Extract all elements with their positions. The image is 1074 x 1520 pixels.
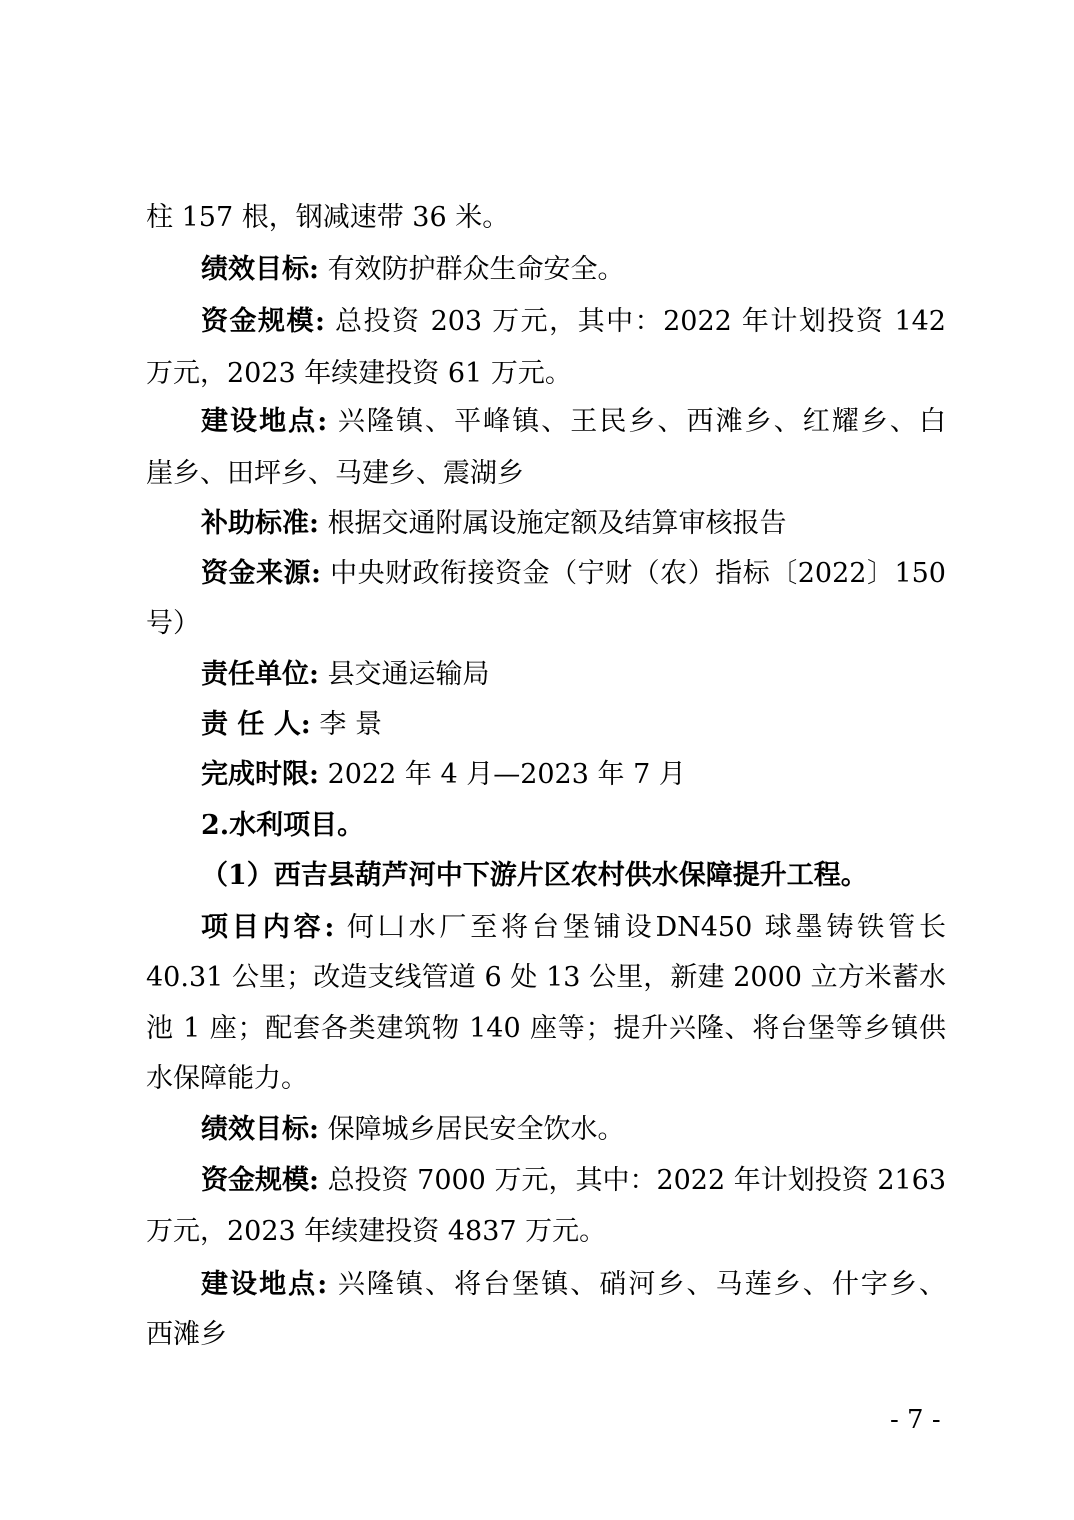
fund-scale-label: 资金规模: [201, 1165, 319, 1196]
responsible-person-label: 责 任 人: [201, 709, 311, 740]
paragraph-line: 柱 157 根，钢减速带 36 米。 [146, 202, 510, 233]
responsible-unit-text: 县交通运输局 [327, 659, 490, 690]
paragraph-line: 万元，2023 年续建投资 61 万元。 [146, 358, 572, 389]
page-number: - 7 - [890, 1405, 941, 1435]
subsidy-standard-label: 补助标准: [201, 508, 319, 539]
paragraph-line: 号） [146, 608, 200, 639]
construction-location-text: 兴隆镇、将台堡镇、硝河乡、马莲乡、什字乡、 [337, 1269, 946, 1300]
fund-scale-text: 总投资 203 万元，其中：2022 年计划投资 142 [335, 306, 946, 337]
fund-scale-label: 资金规模: [201, 306, 325, 337]
performance-target-text: 保障城乡居民安全饮水。 [327, 1114, 625, 1145]
performance-target-paragraph [201, 1112, 946, 1148]
performance-target-paragraph [201, 252, 946, 288]
section-heading: 2.水利项目。 [201, 810, 365, 841]
fund-source-paragraph [201, 556, 946, 592]
project-heading: （1）西吉县葫芦河中下游片区农村供水保障提升工程。 [201, 860, 868, 891]
completion-deadline-text: 2022 年 4 月—2023 年 7 月 [327, 759, 686, 790]
construction-location-label: 建设地点: [201, 1269, 328, 1300]
construction-location-paragraph [201, 1267, 946, 1303]
fund-scale-paragraph [201, 304, 946, 340]
fund-scale-text: 总投资 7000 万元，其中：2022 年计划投资 2163 [327, 1165, 947, 1196]
responsible-person-paragraph [201, 707, 946, 743]
fund-scale-paragraph [201, 1163, 946, 1199]
responsible-person-text: 李 景 [319, 709, 382, 740]
subsidy-standard-paragraph [201, 506, 946, 542]
construction-location-paragraph [201, 404, 946, 440]
performance-target-label: 绩效目标: [201, 254, 319, 285]
construction-location-label: 建设地点: [201, 406, 328, 437]
project-content-label: 项目内容: [201, 912, 335, 943]
paragraph-line: 水保障能力。 [146, 1063, 308, 1094]
performance-target-text: 有效防护群众生命安全。 [327, 254, 625, 285]
paragraph-line: 40.31 公里；改造支线管道 6 处 13 公里，新建 2000 立方米蓄水 [146, 962, 946, 993]
responsible-unit-label: 责任单位: [201, 659, 319, 690]
project-content-text: 何⼐水厂至将台堡铺设DN450 球墨铸铁管长 [346, 912, 946, 943]
paragraph-line: 西滩乡 [146, 1319, 227, 1350]
performance-target-label: 绩效目标: [201, 1114, 319, 1145]
fund-source-text: 中央财政衔接资金（宁财（农）指标〔2022〕150 [330, 558, 946, 589]
subsidy-standard-text: 根据交通附属设施定额及结算审核报告 [327, 508, 787, 539]
paragraph-line: 池 1 座；配套各类建筑物 140 座等；提升兴隆、将台堡等乡镇供 [146, 1013, 946, 1044]
construction-location-text: 兴隆镇、平峰镇、王民乡、西滩乡、红耀乡、白 [337, 406, 946, 437]
responsible-unit-paragraph [201, 657, 946, 693]
project-content-paragraph [201, 910, 946, 946]
completion-deadline-paragraph [201, 757, 946, 793]
paragraph-line: 崖乡、田坪乡、马建乡、震湖乡 [146, 458, 524, 489]
paragraph-line: 万元，2023 年续建投资 4837 万元。 [146, 1216, 607, 1247]
completion-deadline-label: 完成时限: [201, 759, 319, 790]
fund-source-label: 资金来源: [201, 558, 321, 589]
